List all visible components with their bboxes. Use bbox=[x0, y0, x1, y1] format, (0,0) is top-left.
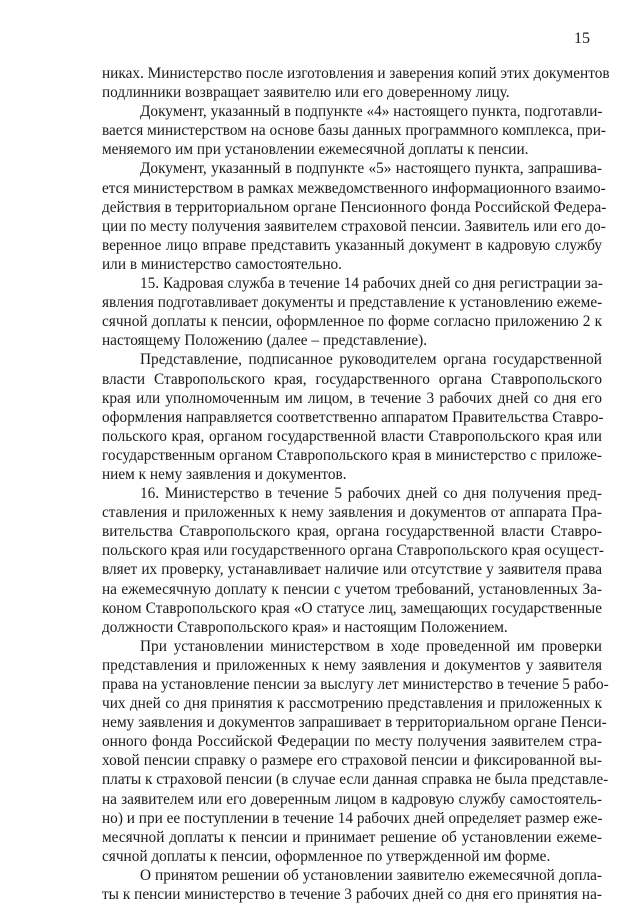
text-line: 16. Министерство в течение 5 рабочих дней со дня получения пред- bbox=[140, 485, 602, 503]
text-line: государственным органом Ставропольского края в министерство с приложе- bbox=[102, 446, 602, 464]
text-line: ется министерством в рамках межведомственного информационного взаимо- bbox=[102, 179, 606, 197]
text-line: Документ, указанный в подпункте «5» настоящего пункта, запрашива- bbox=[140, 160, 602, 178]
text-line: чих дней со дня принятия к рассмотрению представления и приложенных к bbox=[102, 695, 602, 713]
text-line: нием к нему заявления и документов. bbox=[102, 465, 347, 483]
text-line: меняемого им при установлении ежемесячной доплаты к пенсии. bbox=[102, 141, 529, 159]
text-line: на ежемесячную доплату к пенсии с учетом требований, установленных За- bbox=[102, 580, 602, 598]
text-line: Документ, указанный в подпункте «4» настоящего пункта, подготавли- bbox=[140, 103, 603, 121]
text-line: онного фонда Российской Федерации по месту получения заявителем стра- bbox=[102, 733, 602, 751]
text-line: 15. Кадровая служба в течение 14 рабочих дней со дня регистрации за- bbox=[140, 275, 603, 293]
text-line: оформления направляется соответственно аппаратом Правительства Ставро- bbox=[102, 408, 604, 426]
text-line: ции по месту получения заявителем страховой пенсии. Заявитель или его до- bbox=[102, 217, 606, 235]
text-line: веренное лицо вправе представить указанный документ в кадровую службу bbox=[102, 236, 602, 254]
text-line: польского края или государственного органа Ставропольского края осущест- bbox=[102, 542, 605, 560]
text-line: на заявителем или его доверенным лицом в кадровую службу самостоятель- bbox=[102, 790, 602, 808]
text-line: сячной доплаты к пенсии, оформленное по утвержденной им форме. bbox=[102, 847, 551, 865]
text-line: ховой пенсии справку о размере его страховой пенсии и фиксированной вы- bbox=[102, 752, 602, 770]
text-line: права на установление пенсии за выслугу лет министерство в течение 5 рабо- bbox=[102, 676, 609, 693]
text-line: вительства Ставропольского края, органа государственной власти Ставро- bbox=[102, 523, 602, 541]
text-line: При установлении министерством в ходе проведенной им проверки bbox=[140, 637, 602, 655]
text-line: ты к пенсии министерство в течение 3 рабочих дней со дня его принятия на- bbox=[102, 886, 602, 904]
text-line: настоящему Положению (далее – представление). bbox=[102, 332, 428, 350]
text-line: или в министерство самостоятельно. bbox=[102, 255, 342, 273]
text-line: явления подготавливает документы и представление к установлению ежеме- bbox=[102, 294, 603, 312]
text-line: Представление, подписанное руководителем органа государственной bbox=[140, 351, 602, 369]
page-number: 15 bbox=[574, 30, 590, 47]
text-line: сячной доплаты к пенсии, оформленное по форме согласно приложению 2 к bbox=[102, 313, 602, 331]
document-body bbox=[102, 64, 610, 904]
text-line: польского края, органом государственной власти Ставропольского края или bbox=[102, 427, 602, 445]
text-line: платы к страховой пенсии (в случае если данная справка не была представле- bbox=[102, 771, 609, 789]
text-line: но) и при ее поступлении в течение 14 рабочих дней определяет размер ежe- bbox=[102, 809, 603, 827]
text-line: края или уполномоченным им лицом, в течение 3 рабочих дней со дня его bbox=[102, 389, 602, 407]
text-line: ставления и приложенных к нему заявления и документов от аппарата Пра- bbox=[102, 504, 602, 522]
text-line: О принятом решении об установлении заявителю ежемесячной допла- bbox=[140, 866, 602, 884]
text-line: должности Ставропольского края» и настоящим Положением. bbox=[102, 618, 508, 636]
text-line: вается министерством на основе базы данных программного комплекса, при- bbox=[102, 122, 606, 140]
text-line: действия в территориальном органе Пенсионного фонда Российской Федера- bbox=[102, 198, 607, 216]
text-line: власти Ставропольского края, государственного органа Ставропольского bbox=[102, 370, 602, 388]
text-line: коном Ставропольского края «О статусе лиц, замещающих государственные bbox=[102, 599, 602, 617]
text-line: подлинники возвращает заявителю или его доверенному лицу. bbox=[102, 84, 510, 102]
text-line: месячной доплаты к пенсии и принимает решение об установлении ежеме- bbox=[102, 828, 602, 846]
text-line: нему заявления и документов запрашивает в территориальном органе Пенси- bbox=[102, 714, 607, 732]
text-line: представления и приложенных к нему заявления и документов у заявителя bbox=[102, 656, 602, 674]
text-line: вляет их проверку, устанавливает наличие или отсутствие у заявителя права bbox=[102, 561, 602, 579]
text-line: никах. Министерство после изготовления и заверения копий этих документов bbox=[102, 65, 610, 82]
